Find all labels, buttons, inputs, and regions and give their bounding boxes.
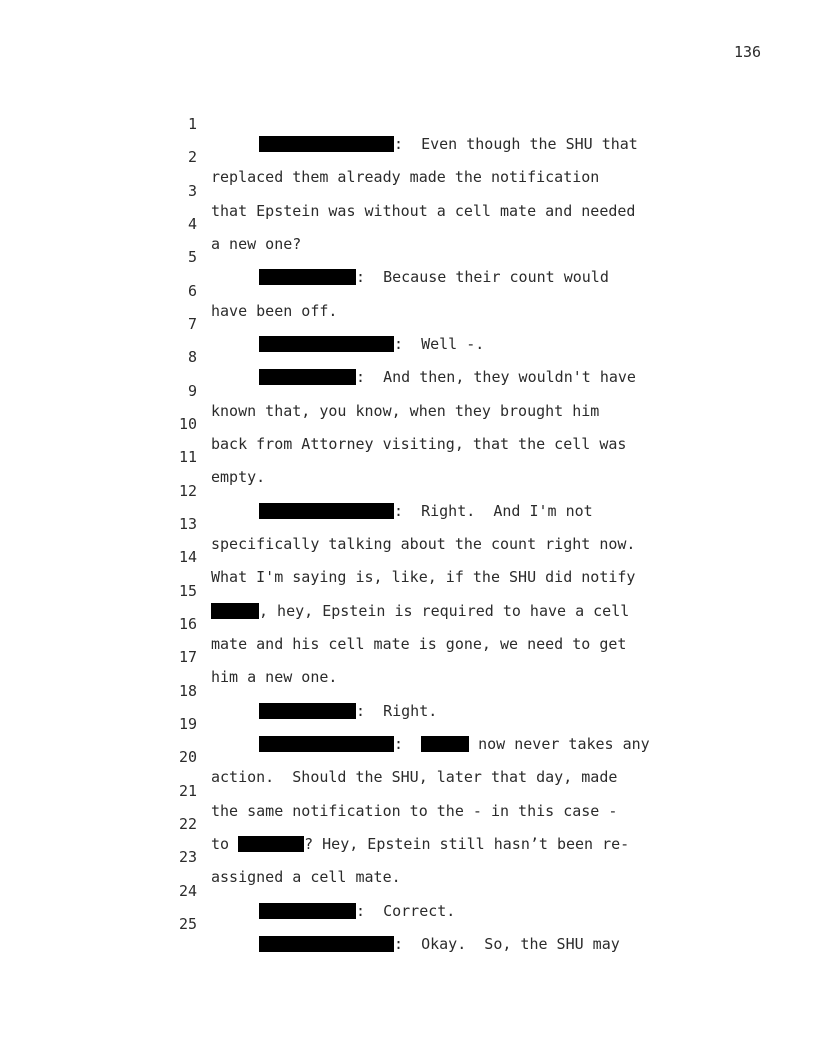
line-text: : Right. And I'm not: [394, 502, 593, 520]
line-number: 19: [178, 715, 197, 733]
line-number: 20: [178, 748, 197, 766]
line-text: : Right.: [356, 702, 438, 720]
line-number: 15: [178, 582, 197, 600]
line-text: : And then, they wouldn't have: [356, 368, 636, 386]
transcript-line: [0, 427, 266, 486]
line-text: the same notification to the - in this case -: [211, 802, 618, 820]
redaction-box: [421, 736, 469, 752]
transcript-line: [0, 194, 302, 253]
line-text: now never takes any: [469, 735, 650, 753]
line-text: ? Hey, Epstein still hasn’t been re-: [304, 835, 630, 853]
redaction-box: [259, 936, 394, 952]
line-text: mate and his cell mate is gone, we need to get: [211, 635, 627, 653]
line-number: 18: [178, 682, 197, 700]
line-text: him a new one.: [211, 668, 338, 686]
line-text: action. Should the SHU, later that day, made: [211, 768, 618, 786]
transcript-line: [0, 627, 338, 686]
line-number: 21: [178, 782, 197, 800]
line-number: 1: [187, 115, 197, 133]
line-text: : Correct.: [356, 902, 456, 920]
line-number: 8: [187, 348, 197, 366]
line-text: known that, you know, when they brought him: [211, 402, 600, 420]
redaction-box: [259, 736, 394, 752]
line-number: 9: [187, 382, 197, 400]
line-number: 4: [187, 215, 197, 233]
line-number: 17: [178, 648, 197, 666]
line-text: have been off.: [211, 302, 338, 320]
page-number: 136: [734, 43, 762, 61]
line-number: 22: [178, 815, 197, 833]
line-number: 10: [178, 415, 197, 433]
line-text: What I'm saying is, like, if the SHU did notify: [211, 568, 636, 586]
line-number: 14: [178, 548, 197, 566]
line-text: :: [394, 735, 422, 753]
redaction-box: [211, 603, 259, 619]
redaction-box: [259, 703, 356, 719]
line-number: 3: [187, 182, 197, 200]
line-number: 13: [178, 515, 197, 533]
line-number: 23: [178, 848, 197, 866]
line-text: that Epstein was without a cell mate and needed: [211, 202, 636, 220]
line-text: : Well -.: [394, 335, 485, 353]
redaction-box: [259, 903, 356, 919]
line-text: to: [211, 835, 239, 853]
line-number: 24: [178, 882, 197, 900]
line-text: assigned a cell mate.: [211, 868, 401, 886]
transcript-line: [0, 261, 338, 320]
line-text: a new one?: [211, 235, 302, 253]
line-number: 2: [187, 148, 197, 166]
line-text: specifically talking about the count right now.: [211, 535, 636, 553]
line-text: replaced them already made the notification: [211, 168, 600, 186]
line-number: 12: [178, 482, 197, 500]
redaction-box: [259, 336, 394, 352]
redaction-box: [259, 503, 394, 519]
redaction-box: [259, 136, 394, 152]
line-text: , hey, Epstein is required to have a cell: [259, 602, 630, 620]
redaction-box: [238, 836, 304, 852]
line-number: 11: [178, 448, 197, 466]
line-text: : Okay. So, the SHU may: [394, 935, 620, 953]
line-text: : Because their count would: [356, 268, 609, 286]
line-text: back from Attorney visiting, that the cell was: [211, 435, 627, 453]
transcript-line: [0, 94, 638, 153]
line-number: 16: [178, 615, 197, 633]
line-number: 7: [187, 315, 197, 333]
line-text: empty.: [211, 468, 266, 486]
line-number: 5: [187, 248, 197, 266]
redaction-box: [259, 369, 356, 385]
redaction-box: [259, 269, 356, 285]
line-number: 6: [187, 282, 197, 300]
line-text: : Even though the SHU that: [394, 135, 638, 153]
line-number: 25: [178, 915, 197, 933]
